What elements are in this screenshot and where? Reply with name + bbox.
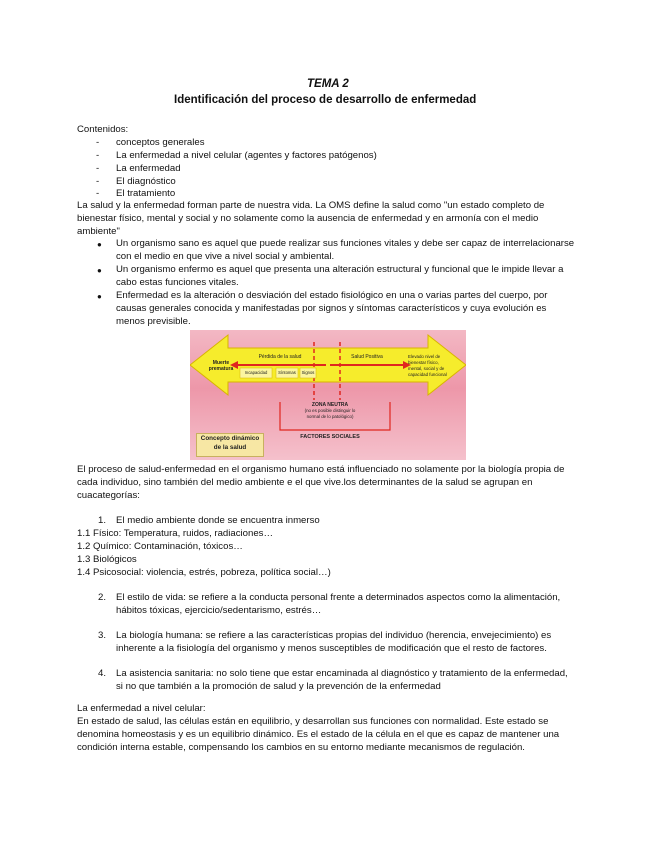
bullet-line: menos previsible.: [116, 316, 191, 327]
item-text: El medio ambiente donde se encuentra inmerso: [116, 515, 320, 526]
bullet-line: Enfermedad es la alteración o desviación del estado fisiológico en una o varias partes del cuerpo, por: [116, 290, 548, 301]
bullet-icon: ●: [97, 240, 102, 249]
list-dash: -: [96, 150, 100, 161]
tema-title: TEMA 2: [307, 78, 349, 90]
intro-line: La salud y la enfermedad forman parte de nuestra vida. La OMS define la salud como "un estado completo de: [77, 200, 545, 211]
item-number: 3.: [98, 630, 107, 641]
intro-line: bienestar físico, mental y social y no solamente como la ausencia de enfermedad y en armonía con el medio: [77, 213, 539, 224]
list-dash: -: [96, 137, 100, 148]
list-item: La enfermedad a nivel celular (agentes y factores patógenos): [116, 150, 377, 161]
item-line: hábitos tóxicas, ejercicio/sedentarismo, estrés…: [116, 605, 322, 616]
list-dash: -: [96, 163, 100, 174]
perdida-label: Pérdida de la salud: [258, 354, 302, 360]
list-item: conceptos generales: [116, 137, 205, 148]
proceso-line: cuacategorías:: [77, 490, 140, 501]
section-heading: La enfermedad a nivel celular:: [77, 703, 206, 714]
elevado-label: Elevado nivel de bienestar físico, mental, social y de capacidad funcional: [408, 354, 447, 377]
item-line: La biología humana: se refiere a las características propias del individuo (herencia, envejecimiento) es: [116, 630, 552, 641]
item-line: El estilo de vida: se refiere a la conducta personal frente a determinados aspectos como la alimentación,: [116, 592, 561, 603]
celular-line: denomina homeostasis y es un equilibrio dinámico. Es el estado de la célula en el que es capaz de mantener una: [77, 729, 560, 740]
intro-line: ambiente": [77, 226, 120, 237]
list-item: El diagnóstico: [116, 176, 176, 187]
bullet-line: Un organismo enfermo es aquel que presenta una alteración estructural y funcional que le impide llevar a: [116, 264, 564, 275]
factores-sociales-label: FACTORES SOCIALES: [300, 434, 360, 440]
list-dash: -: [96, 176, 100, 187]
bullet-line: cabo estas funciones vitales.: [116, 277, 239, 288]
item-line: La asistencia sanitaria: no solo tiene que estar encaminada al diagnóstico y tratamiento de la enfermedad,: [116, 668, 568, 679]
bullet-icon: ●: [97, 266, 102, 275]
zona-neutra-subtitle: (no es posible distinguir lo normal de lo patológico): [304, 408, 356, 419]
list-item: El tratamiento: [116, 188, 176, 199]
bullet-icon: ●: [97, 292, 102, 301]
celular-line: En estado de salud, las células están en equilibrio, y desarrollan sus funciones con normalidad. Este estado se: [77, 716, 549, 727]
sub-item: 1.2 Químico: Contaminación, tóxicos…: [77, 541, 243, 552]
page-title: Identificación del proceso de desarrollo de enfermedad: [174, 94, 477, 106]
incapacidad-label: Incapacidad: [244, 370, 268, 375]
zona-neutra-title: ZONA NEUTRA: [311, 402, 349, 408]
sub-item: 1.1 Físico: Temperatura, ruidos, radiaciones…: [77, 528, 274, 539]
bullet-line: con el medio en que vive a nivel social y ambiental.: [116, 251, 335, 262]
health-concept-diagram: [190, 330, 466, 460]
item-number: 1.: [98, 515, 107, 526]
signos-label: Signos: [301, 370, 315, 375]
item-line: inherente a la fisiología del organismo y menos susceptibles de modificación que el resto de factores.: [116, 643, 547, 654]
sub-item: 1.4 Psicosocial: violencia, estrés, pobreza, política social…): [77, 567, 331, 578]
celular-line: condición interna estable, compensando los cambios en su entorno mediante mecanismos de regulación.: [77, 742, 525, 753]
proceso-line: cada individuo, sino también del medio ambiente e el que vive.los determinantes de la salud se agrupan en: [77, 477, 533, 488]
item-number: 4.: [98, 668, 107, 679]
bullet-line: causas generales conocida y manifestadas por signos y síntomas característicos y cuya evolución es: [116, 303, 547, 314]
sintomas-label: Síntomas: [278, 370, 296, 375]
salud-positiva-label: Salud Positiva: [351, 354, 383, 360]
muerte-label: Muerte prematura: [208, 360, 234, 372]
proceso-line: El proceso de salud-enfermedad en el organismo humano está influenciado no solamente por la biología propia de: [77, 464, 565, 475]
concepto-dinamico-box: Concepto dinámico de la salud: [196, 433, 264, 457]
sub-item: 1.3 Biológicos: [77, 554, 137, 565]
item-number: 2.: [98, 592, 107, 603]
list-dash: -: [96, 188, 100, 199]
item-line: si no que también a la promoción de salud y la prevención de la enfermedad: [116, 681, 441, 692]
bullet-line: Un organismo sano es aquel que puede realizar sus funciones vitales y debe ser capaz de interrelacionarse: [116, 238, 575, 249]
list-item: La enfermedad: [116, 163, 181, 174]
contenidos-label: Contenidos:: [77, 124, 129, 135]
